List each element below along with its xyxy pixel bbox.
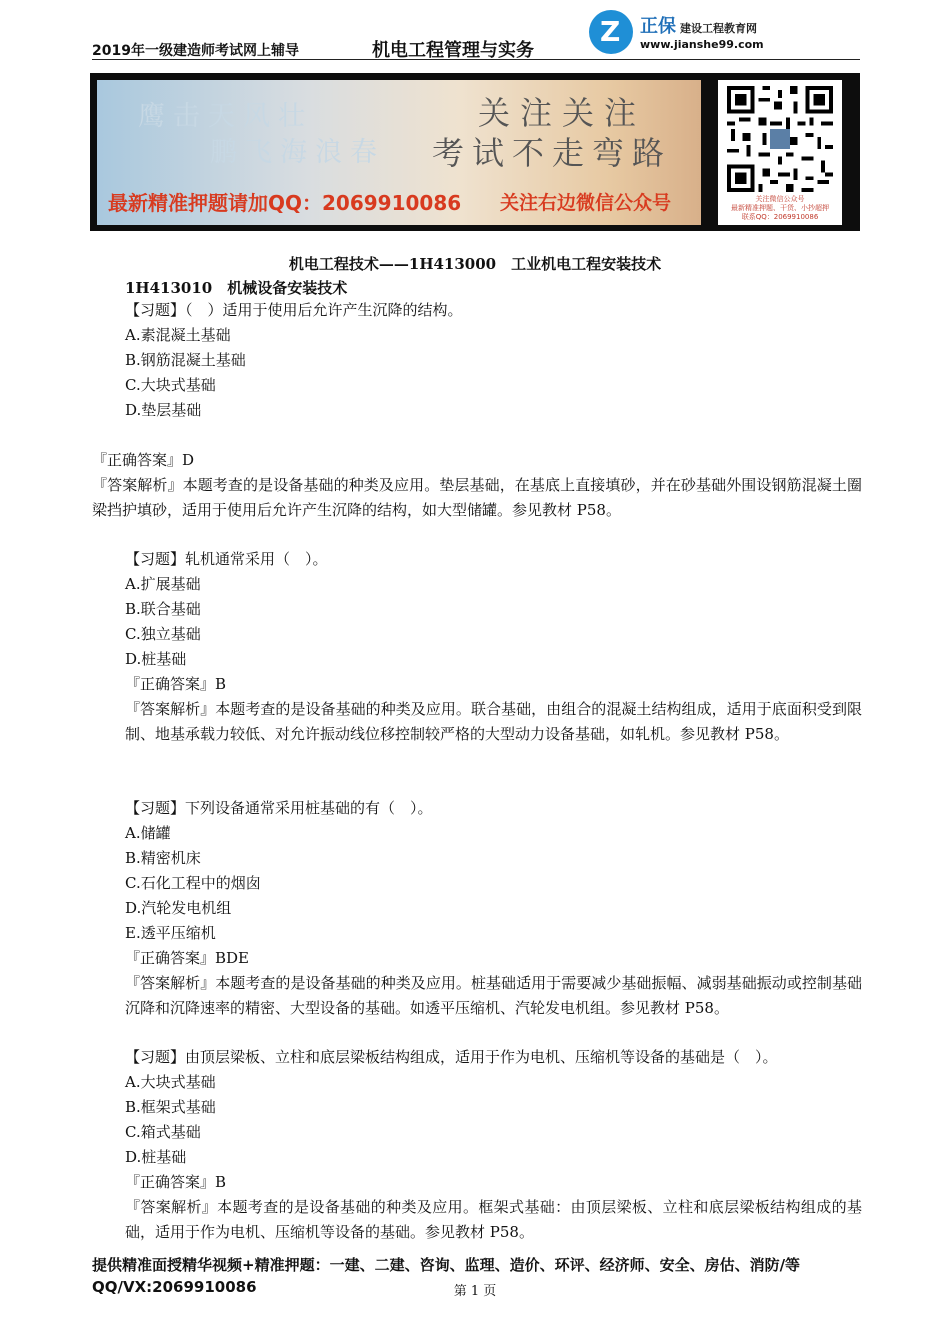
banner-wechat-hint: 关注右边微信公众号 [500, 192, 672, 214]
question-stem: 【习题】下列设备通常采用桩基础的有（ ）。 [125, 799, 433, 817]
qr-caption-title: 关注微信公众号 [755, 195, 805, 203]
brand-logo-mark: Z [600, 15, 621, 48]
option-c: C.独立基础 [125, 625, 201, 643]
correct-answer: 『正确答案』B [125, 1173, 227, 1191]
brand-name: 正保 [640, 16, 676, 37]
banner-slogan-line2: 考试不走弯路 [432, 134, 673, 172]
option-d: D.汽轮发电机组 [125, 899, 232, 917]
question-stem: 【习题】轧机通常采用（ ）。 [125, 550, 328, 568]
qr-code-icon [726, 86, 834, 192]
option-a: A.扩展基础 [125, 575, 201, 593]
answer-analysis: 『答案解析』本题考查的是设备基础的种类及应用。垫层基础，在基底上直接填砂，并在砂基础外围设钢筋混凝土圈梁挡护填砂，适用于使用后允许产生沉降的结构，如大型储罐。参见教材 P58。 [92, 476, 862, 519]
option-b: B.钢筋混凝土基础 [125, 351, 246, 369]
question-stem: 【习题】由顶层梁板、立柱和底层梁板结构组成，适用于作为电机、压缩机等设备的基础是（ ）。 [125, 1048, 778, 1066]
option-d: D.桩基础 [125, 650, 187, 668]
answer-analysis: 『答案解析』本题考查的是设备基础的种类及应用。桩基础适用于需要减少基础振幅、减弱基础振动或控制基础沉降和沉降速率的精密、大型设备的基础。如透平压缩机、汽轮发电机组。参见教材 P58。 [125, 974, 862, 1017]
header-divider [92, 59, 860, 60]
header-exam-title: 2019年一级建造师考试网上辅导 [92, 43, 299, 59]
header-subject-title: 机电工程管理与实务 [372, 40, 534, 61]
qr-caption-contact: 联系QQ：2069910086 [741, 213, 819, 221]
option-c: C.箱式基础 [125, 1123, 201, 1141]
document-title: 机电工程技术——1H413000 工业机电工程安装技术 [288, 255, 662, 273]
option-c: C.大块式基础 [125, 376, 216, 394]
option-a: A.素混凝土基础 [125, 326, 231, 344]
banner-poem-line1: 鹰击天风壮 [138, 101, 313, 132]
brand-subtitle: 建设工程教育网 [680, 22, 757, 35]
option-b: B.框架式基础 [125, 1098, 216, 1116]
qr-caption-desc: 最新精准押题、干货、小抄超押 [731, 204, 829, 212]
page-number: 第 1 页 [453, 1284, 497, 1299]
footer-promo: 提供精准面授精华视频+精准押题：一建、二建、咨询、监理、造价、环评、经济师、安全、房估、消防/等 [92, 1256, 801, 1274]
option-a: A.大块式基础 [125, 1073, 216, 1091]
answer-analysis: 『答案解析』本题考查的是设备基础的种类及应用。框架式基础：由顶层梁板、立柱和底层梁板结构组成的基础，适用于作为电机、压缩机等设备的基础。参见教材 P58。 [125, 1198, 862, 1241]
option-c: C.石化工程中的烟囱 [125, 874, 261, 892]
correct-answer: 『正确答案』BDE [125, 949, 249, 967]
option-d: D.桩基础 [125, 1148, 187, 1166]
banner-slogan-line1: 关注关注 [478, 94, 647, 132]
banner-qq-contact: 最新精准押题请加QQ：2069910086 [108, 191, 462, 215]
banner-poem-line2: 鹏飞海浪春 [210, 137, 385, 168]
option-b: B.联合基础 [125, 600, 201, 618]
option-a: A.储罐 [125, 824, 171, 842]
footer-contact: QQ/VX:2069910086 [92, 1278, 257, 1296]
correct-answer: 『正确答案』B [125, 675, 227, 693]
question-stem: 【习题】（ ）适用于使用后允许产生沉降的结构。 [125, 301, 463, 319]
option-e: E.透平压缩机 [125, 924, 216, 942]
section-heading: 1H413010 机械设备安装技术 [125, 279, 348, 297]
correct-answer: 『正确答案』D [92, 451, 195, 469]
option-b: B.精密机床 [125, 849, 201, 867]
brand-url: www.jianshe99.com [640, 38, 764, 51]
answer-analysis: 『答案解析』本题考查的是设备基础的种类及应用。联合基础，由组合的混凝土结构组成，适用于底面积受到限制、地基承载力较低、对允许振动线位移控制较严格的大型动力设备基础，如轧机。参见教材 P58。 [125, 700, 862, 743]
option-d: D.垫层基础 [125, 401, 202, 419]
